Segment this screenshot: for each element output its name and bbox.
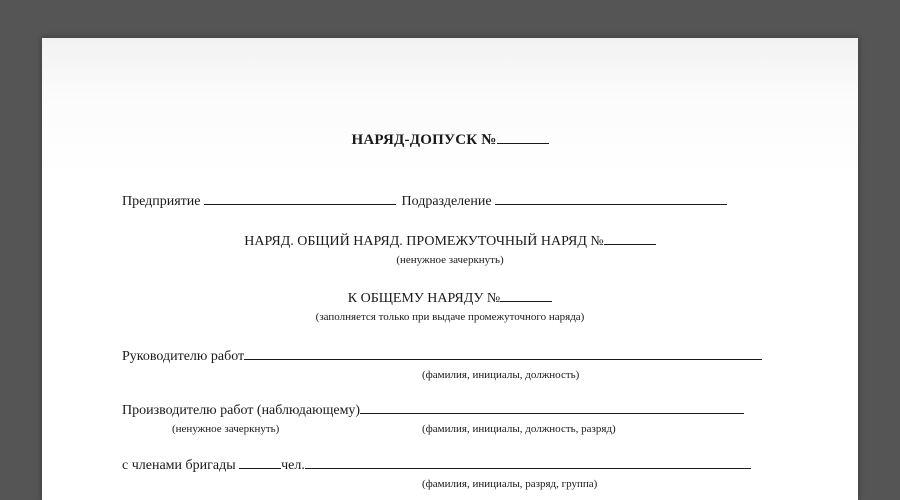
strike-note-2: (ненужное зачеркнуть) <box>172 423 280 435</box>
work-manager-note: (фамилия, инициалы, должность) <box>422 369 580 381</box>
form-title-text: НАРЯД-ДОПУСК № <box>351 132 497 148</box>
crew-count-blank[interactable] <box>239 456 281 469</box>
general-order-row <box>42 289 858 307</box>
general-order-blank[interactable] <box>500 289 552 302</box>
crew-members-blank[interactable] <box>305 456 751 469</box>
division-label: Подразделение <box>401 194 492 209</box>
crew-note: (фамилия, инициалы, разряд, группа) <box>422 478 598 490</box>
work-producer-row <box>122 401 744 419</box>
division-blank[interactable] <box>495 192 727 205</box>
work-producer-blank[interactable] <box>360 401 744 414</box>
intermediate-order-blank[interactable] <box>604 232 656 245</box>
work-producer-label: Производителю работ (наблюдающему) <box>122 403 361 418</box>
enterprise-row <box>122 192 727 210</box>
form-page <box>42 38 858 500</box>
work-manager-blank[interactable] <box>244 347 762 360</box>
crew-unit: чел. <box>281 458 305 473</box>
order-number-blank[interactable] <box>497 131 549 144</box>
enterprise-blank[interactable] <box>204 192 396 205</box>
enterprise-label: Предприятие <box>122 194 201 209</box>
general-order-text: К ОБЩЕМУ НАРЯДУ № <box>347 291 501 306</box>
work-producer-note: (фамилия, инициалы, должность, разряд) <box>422 423 616 435</box>
order-types-text: НАРЯД. ОБЩИЙ НАРЯД. ПРОМЕЖУТОЧНЫЙ НАРЯД № <box>244 234 604 249</box>
work-manager-row <box>122 347 762 365</box>
general-order-note: (заполняется только при выдаче промежуточного наряда) <box>315 311 585 323</box>
form-title <box>42 131 858 149</box>
strike-note-1: (ненужное зачеркнуть) <box>396 254 504 266</box>
work-manager-label: Руководителю работ <box>122 349 245 364</box>
crew-row <box>122 456 751 474</box>
order-types-row <box>42 232 858 250</box>
crew-label: с членами бригады <box>122 458 236 473</box>
